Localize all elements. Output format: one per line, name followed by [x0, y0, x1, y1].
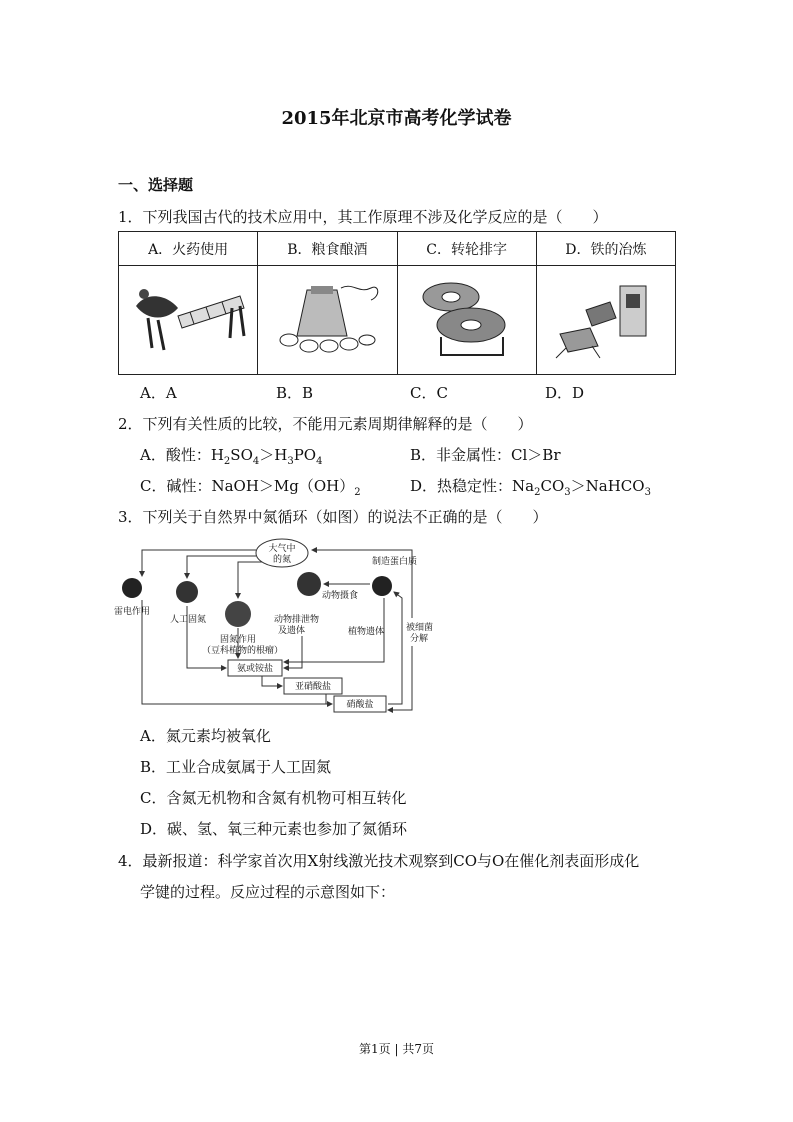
q3-option-c: C．含氮无机物和含氮有机物可相互转化: [140, 789, 407, 807]
q4-line1: 4．最新报道：科学家首次用X射线激光技术观察到CO与O在催化剂表面形成化: [118, 852, 640, 870]
q2-option-c: C．碱性：$NaOH>Mg(OH)_2$: [140, 477, 361, 498]
fixation-label-2: （豆科植物的根瘤）: [202, 646, 284, 656]
q1-header-b: B．粮食酿酒: [258, 232, 397, 266]
lightning-label: 雷电作用: [114, 607, 151, 617]
fixation-label-1: 固氮作用: [220, 635, 257, 645]
factory-picture: [176, 581, 198, 603]
legume-picture: [225, 601, 251, 627]
q1-table: [118, 231, 676, 375]
q1-header-a: A．火药使用: [119, 232, 258, 266]
q2-option-b: B．非金属性：Cl＞Br: [410, 446, 561, 464]
q1-header-c: C．转轮排字: [397, 232, 536, 266]
q1-option-c: C．C: [410, 384, 448, 402]
lightning-picture: [122, 578, 142, 598]
page-footer: 第1页 | 共7页: [359, 1042, 434, 1056]
animal-picture: [297, 572, 321, 596]
wine-brewing-image: [258, 266, 397, 375]
q3-option-a: A．氮元素均被氧化: [140, 727, 271, 745]
section-heading: 一、选择题: [118, 176, 194, 194]
q1-option-a: A．A: [140, 384, 177, 402]
page-title: 2015年北京市高考化学试卷: [281, 108, 512, 129]
q2-option-a: A．酸性：$H_2SO_4>H_3PO_4$: [140, 446, 323, 467]
gunpowder-image: [119, 266, 258, 375]
artificial-label: 人工固氮: [170, 615, 207, 625]
animal-waste-label-2: 及遗体: [278, 626, 306, 636]
protein-label: 制造蛋白质: [372, 557, 418, 567]
q3-option-b: B．工业合成氨属于人工固氮: [140, 758, 332, 776]
q4-line2: 学键的过程。反应过程的示意图如下：: [140, 883, 396, 901]
atmosphere-label-2: 的氮: [272, 555, 292, 565]
plant-picture: [372, 576, 392, 596]
q2-option-d: D．热稳定性：$Na_2CO_3>NaHCO_3$: [410, 477, 651, 498]
bacteria-label-2: 分解: [410, 634, 429, 644]
plant-remains-label: 植物遗体: [348, 627, 385, 637]
q1-option-b: B．B: [276, 384, 314, 402]
q3-stem: 3．下列关于自然界中氮循环（如图）的说法不正确的是（ ）: [118, 508, 548, 526]
q1-header-d: D．铁的冶炼: [536, 232, 675, 266]
q1-stem: 1．下列我国古代的技术应用中，其工作原理不涉及化学反应的是（ ）: [118, 208, 608, 226]
nitrite-label: 亚硝酸盐: [294, 682, 332, 692]
q1-option-d: D．D: [545, 384, 585, 402]
nitrogen-cycle-diagram: [112, 536, 442, 716]
atmosphere-label-1: 大气中: [268, 544, 296, 554]
nitrate-label: 硝酸盐: [346, 700, 374, 710]
movable-type-wheel-image: [397, 266, 536, 375]
animal-waste-label-1: 动物排泄物: [274, 615, 320, 625]
bacteria-label-1: 被细菌: [406, 623, 434, 633]
q2-stem: 2．下列有关性质的比较，不能用元素周期律解释的是（ ）: [118, 415, 533, 433]
q3-option-d: D．碳、氢、氧三种元素也参加了氮循环: [140, 820, 408, 838]
ammonia-label: 氨或铵盐: [236, 664, 274, 674]
iron-smelting-image: [536, 266, 675, 375]
animal-eat-label: 动物摄食: [322, 591, 359, 601]
